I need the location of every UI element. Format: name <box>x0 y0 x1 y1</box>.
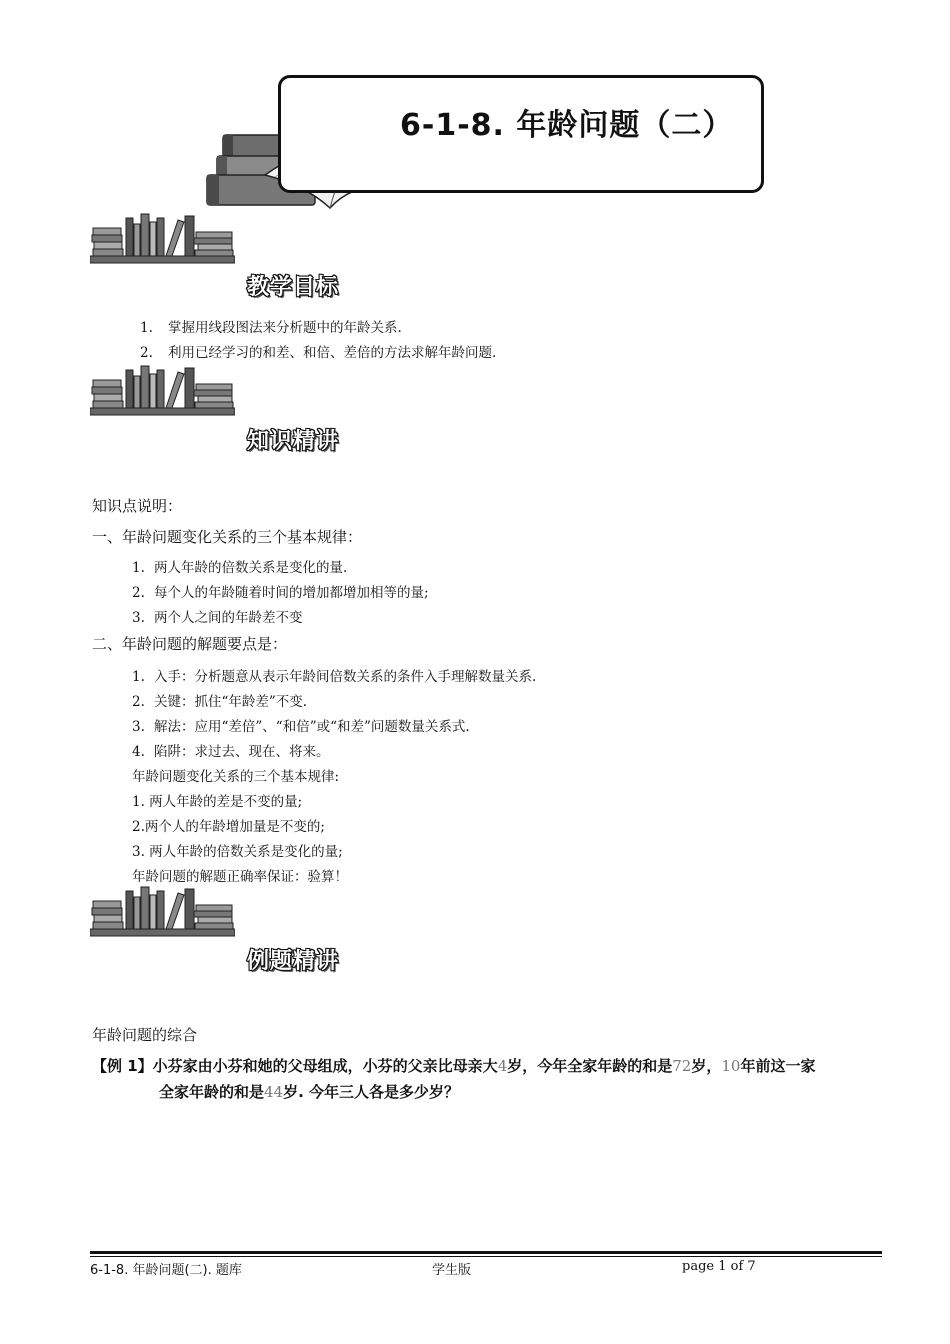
examples-heading: 例题精讲 <box>247 949 340 974</box>
summary-item: 2.两个人的年龄增加量是不变的; <box>132 819 325 835</box>
page-title: 6-1-8. 年龄问题（二） <box>400 108 734 143</box>
part2-item: 2. 关键：抓住“年龄差”不变. <box>132 694 308 710</box>
example-1: 【例 1】小芬家由小芬和她的父母组成，小芬的父亲比母亲大4岁，今年全家年龄的和是72岁，10年前这一家 <box>92 1057 816 1075</box>
goal-item: 2. 利用已经学习的和差、和倍、差倍的方法求解年龄问题. <box>140 345 497 361</box>
footer-rule <box>90 1251 882 1254</box>
part2-item: 3. 解法：应用“差倍”、“和倍”或“和差”问题数量关系式. <box>132 719 470 735</box>
part1-item: 1. 两人年龄的倍数关系是变化的量. <box>132 560 348 576</box>
bookshelf-icon <box>90 883 235 938</box>
part2-item: 1. 入手：分析题意从表示年龄间倍数关系的条件入手理解数量关系. <box>132 669 537 685</box>
part1-item: 3. 两个人之间的年龄差不变 <box>132 610 303 626</box>
example-label: 【例 1】 <box>92 1057 153 1075</box>
knowledge-heading: 知识精讲 <box>247 429 340 454</box>
part1-item: 2. 每个人的年龄随着时间的增加都增加相等的量; <box>132 585 429 601</box>
part1-title: 一、年龄问题变化关系的三个基本规律： <box>92 528 363 546</box>
goal-item: 1. 掌握用线段图法来分析题中的年龄关系. <box>140 320 402 336</box>
part2-title: 二、年龄问题的解题要点是： <box>92 635 288 653</box>
footer-left: 6-1-8. 年龄问题(二). 题库 <box>90 1263 242 1278</box>
footer-center: 学生版 <box>432 1263 472 1278</box>
summary-item: 3. 两人年龄的倍数关系是变化的量; <box>132 844 343 860</box>
footer-page: page 1 of 7 <box>682 1259 756 1274</box>
summary-title: 年龄问题变化关系的三个基本规律: <box>132 769 340 785</box>
summary-item: 1. 两人年龄的差是不变的量; <box>132 794 303 810</box>
goals-heading: 教学目标 <box>247 275 340 300</box>
check-note: 年龄问题的解题正确率保证：验算！ <box>132 869 348 885</box>
bookshelf-icon <box>90 362 235 417</box>
part2-item: 4. 陷阱：求过去、现在、将来。 <box>132 744 330 760</box>
knowledge-intro: 知识点说明： <box>92 497 183 515</box>
footer-rule <box>90 1256 882 1257</box>
bookshelf-icon <box>90 210 235 265</box>
example-category: 年龄问题的综合 <box>92 1026 198 1044</box>
example-1-line2: 全家年龄的和是44岁. 今年三人各是多少岁？ <box>159 1083 460 1101</box>
